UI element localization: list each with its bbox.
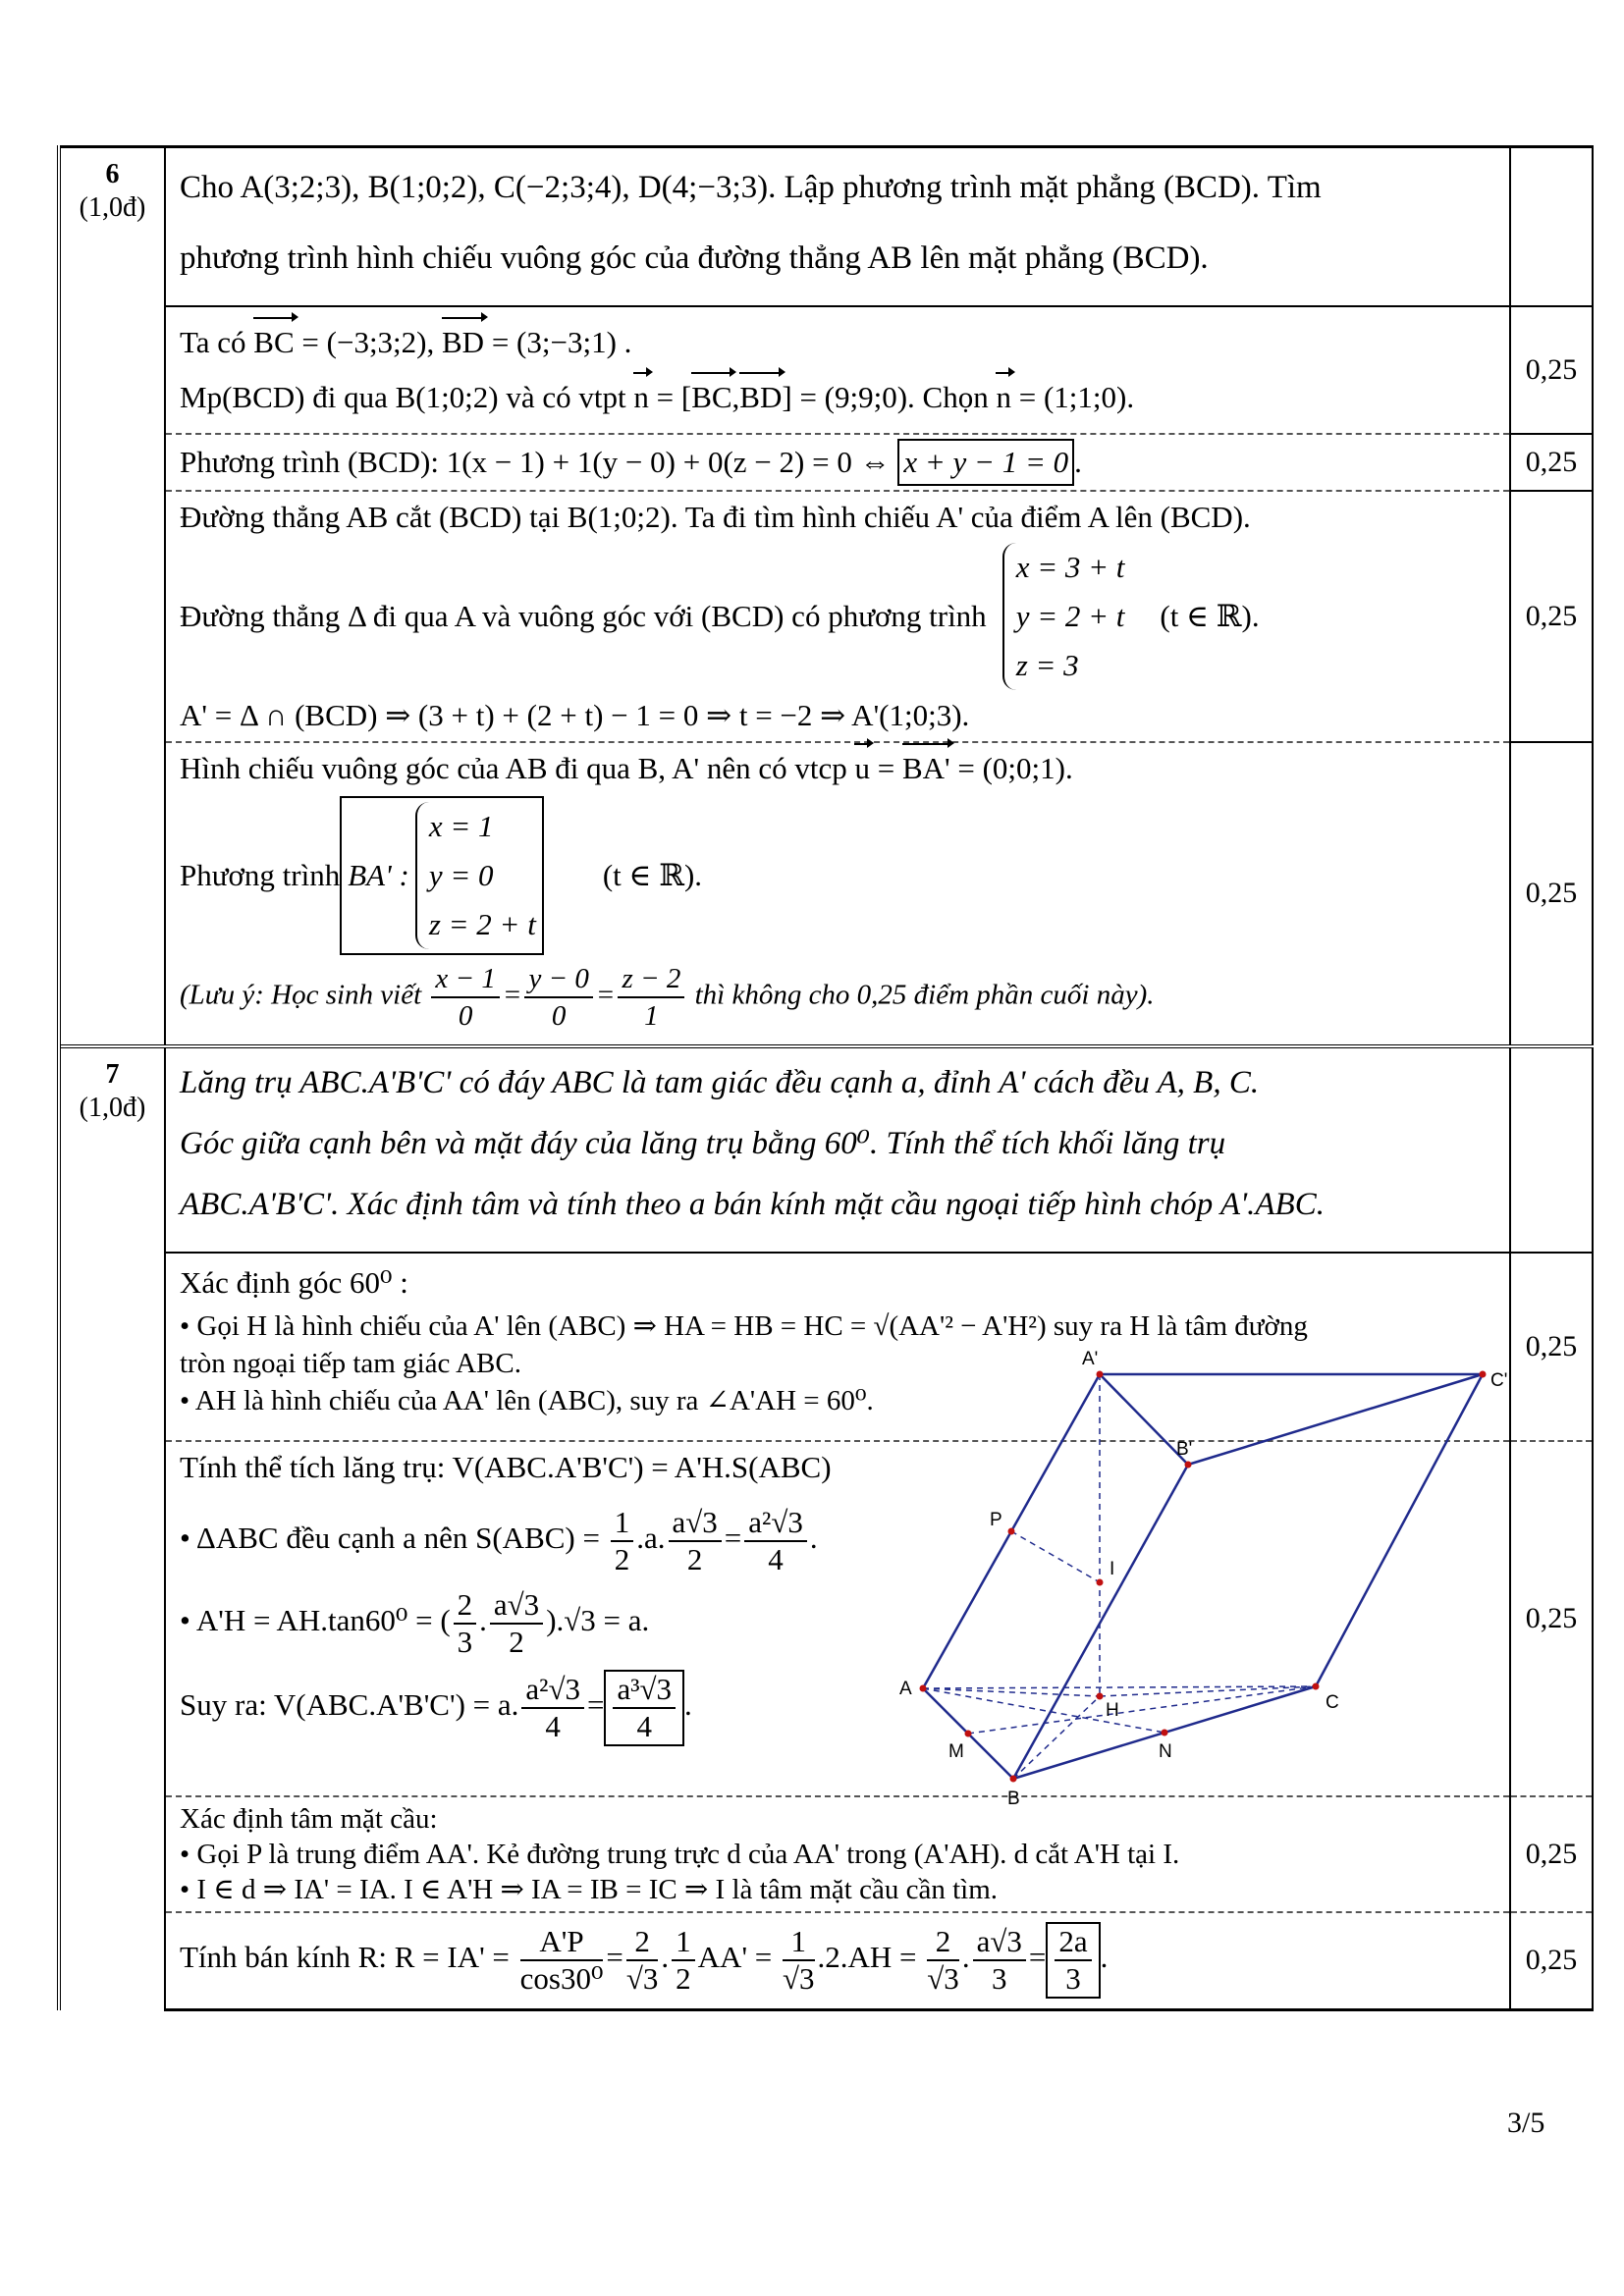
note-eq-2: =: [595, 979, 616, 1011]
delta-eq-y: y = 2 + t: [1015, 598, 1125, 633]
q6-step3-line2: [180, 543, 1495, 690]
edge-cc1: [1316, 1374, 1483, 1686]
q7-height-f1-den: 3: [457, 1624, 473, 1659]
projection-system: [415, 802, 536, 949]
q7-step2-score: 0,25: [1510, 1441, 1593, 1796]
note-frac-3: [618, 961, 684, 1034]
label-b: B: [1007, 1789, 1020, 1809]
q7-step3: [165, 1796, 1510, 1912]
point-b: [1010, 1776, 1017, 1783]
q6-step1-text-b: = (−3;3;2),: [294, 324, 442, 359]
q7-height-frac-2: [490, 1587, 543, 1660]
radius-f3-num: 1: [672, 1924, 695, 1961]
q7-height-text: • A'H = AH.tan60⁰ = (: [180, 1602, 451, 1637]
note-frac-1-den: 0: [458, 999, 473, 1032]
radius-f4-num: 1: [783, 1924, 815, 1961]
point-a: [920, 1685, 927, 1692]
point-a1: [1097, 1371, 1104, 1378]
line-pi: [1011, 1531, 1100, 1582]
q6-step3-text: Đường thẳng Δ đi qua A và vuông góc với (BCD) có phương trình: [180, 598, 987, 633]
q7-volume-f2-den: 4: [636, 1708, 652, 1743]
radius-f4-den: √3: [783, 1961, 815, 1997]
q6-step1-l2-c: ] = (9;9;0). Chọn: [782, 379, 997, 414]
radius-frac-5: [927, 1924, 959, 1997]
q7-area-eq: =: [724, 1520, 742, 1555]
q7-step4: Tính bán kính R: R = IA' = $\frac{A'P}{\text{cos30⁰}}$ = $\frac{2}{√3}$ . $\frac{1}{2}$ AA' = $\frac{1}{√3}$ .2.AH = $\frac{2}{√3}$ . $\frac{a√3}{3}$ = $\frac{2a}{3}$ .: [165, 1912, 1510, 2010]
label-p: P: [990, 1510, 1002, 1530]
proj-eq-y: y = 0: [428, 857, 494, 892]
radius-frac-4: [783, 1924, 815, 1997]
q6-points: (1,0đ): [79, 192, 146, 223]
q7-number: 7: [105, 1058, 120, 1090]
q7-points: (1,0đ): [79, 1092, 146, 1123]
label-h: H: [1106, 1700, 1119, 1721]
q7-area-f1-den: 2: [614, 1541, 630, 1576]
volume-result-box: [604, 1670, 684, 1746]
q7-step3-line1: Xác định tâm mặt cầu:: [180, 1802, 438, 1835]
radius-frac-7: [1055, 1924, 1091, 1997]
projection-line-name: BA' :: [348, 857, 409, 892]
point-n: [1162, 1730, 1168, 1736]
radius-f1-den: cos30⁰: [519, 1961, 604, 1997]
q7-area-f2-num: a√3: [669, 1505, 722, 1542]
point-i: [1097, 1579, 1104, 1586]
q7-step1-line3: tròn ngoại tiếp tam giác ABC.: [180, 1347, 521, 1379]
q7-volume-f1-num: a²√3: [521, 1672, 584, 1709]
q6-prompt-line1: Cho A(3;2;3), B(1;0;2), C(−2;3;4), D(4;−3;3). Lập phương trình mặt phẳng (BCD). Tìm: [180, 170, 1322, 205]
note-frac-3-num: z − 2: [618, 961, 684, 998]
q6-prompt: [165, 147, 1510, 306]
q6-step4-val: = (0;0;1).: [949, 750, 1073, 785]
q7-height-frac-1: [454, 1587, 477, 1660]
page-number: 3/5: [1507, 2107, 1545, 2139]
radius-mid-2: AA' =: [697, 1940, 781, 1975]
radius-dot: .: [661, 1940, 670, 1975]
q7-volume-f2-num: a³√3: [613, 1672, 676, 1709]
q7-step2-line1: Tính thể tích lăng trụ: V(ABC.A'B'C') = A'H.S(ABC): [180, 1449, 832, 1484]
radius-eq-1: =: [606, 1940, 623, 1975]
q7-prompt: [165, 1046, 1510, 1253]
q6-step4-score: 0,25: [1510, 742, 1593, 1046]
vector-bd: BD: [442, 321, 484, 364]
q7-area-frac-2: [669, 1505, 722, 1577]
vector-bd-2: BD: [739, 376, 782, 419]
radius-f2-den: √3: [625, 1961, 659, 1997]
q6-step4-eq-label: Phương trình: [180, 857, 341, 892]
vector-bc: BC: [253, 321, 294, 364]
radius-end: .: [1100, 1940, 1109, 1975]
proj-param: (t ∈ ℝ).: [602, 857, 703, 892]
q6-step4: [165, 742, 1510, 1046]
q7-area-f3-num: a²√3: [744, 1505, 807, 1542]
q7-step4-score: 0,25: [1510, 1912, 1593, 2010]
plane-equation-box: x + y − 1 = 0: [897, 439, 1074, 486]
radius-f5-den: √3: [927, 1961, 959, 1997]
note-text-a: (Lưu ý: Học sinh viết: [180, 979, 429, 1011]
q6-step4-line2: [180, 796, 1495, 955]
radius-frac-1: [520, 1924, 604, 1997]
line-ah: [923, 1688, 1100, 1696]
radius-frac-2: [626, 1924, 659, 1997]
edge-ac-hidden: [923, 1686, 1316, 1688]
label-n: N: [1159, 1741, 1172, 1762]
radius-result-box: [1046, 1922, 1100, 1999]
edge-b1c1: [1188, 1374, 1483, 1465]
q6-number-cell: [59, 147, 165, 1046]
q7-volume-frac-2: [613, 1672, 676, 1744]
radius-f1-num: A'P: [520, 1924, 604, 1961]
line-delta-system: [1002, 543, 1125, 690]
label-b1: B': [1176, 1439, 1193, 1460]
q7-area-frac-3: [744, 1505, 807, 1577]
q6-step4-line1: [180, 747, 1495, 790]
q7-area-f3-den: 4: [768, 1541, 784, 1576]
q7-step2-line3: • A'H = AH.tan60⁰ = ( $\frac{2}{3}$ . $\frac{a√3}{2}$ ).√3 = a.: [180, 1586, 650, 1659]
q6-step1-line1: [180, 321, 1495, 364]
q7-step3-score: 0,25: [1510, 1796, 1593, 1912]
radius-mid-3: .2.AH =: [817, 1940, 925, 1975]
vector-n: n: [633, 376, 649, 419]
note-text-b: thì không cho 0,25 điểm phần cuối này).: [694, 979, 1155, 1011]
line-mc: [968, 1686, 1316, 1734]
label-a1: A': [1082, 1349, 1099, 1369]
q6-step3-line1: Đường thẳng AB cắt (BCD) tại B(1;0;2). Ta đi tìm hình chiếu A' của điểm A lên (BCD).: [180, 499, 1251, 534]
label-m: M: [948, 1741, 964, 1762]
q6-step3: [165, 491, 1510, 742]
q6-prompt-line2: phương trình hình chiếu vuông góc của đường thẳng AB lên mặt phẳng (BCD).: [180, 240, 1209, 276]
radius-f7-num: 2a: [1055, 1924, 1091, 1961]
q7-volume-eq: =: [586, 1686, 605, 1722]
q7-step3-line3: • I ∈ d ⇒ IA' = IA. I ∈ A'H ⇒ IA = IB = IC ⇒ I là tâm mặt cầu cần tìm.: [180, 1873, 999, 1905]
radius-f2-num: 2: [626, 1924, 659, 1961]
q6-step1-text-c: = (3;−3;1) .: [484, 324, 632, 359]
q7-step1-line1: Xác định góc 60⁰ :: [180, 1264, 408, 1300]
q7-prompt-line1: Lăng trụ ABC.A'B'C' có đáy ABC là tam giác đều cạnh a, đỉnh A' cách đều A, B, C.: [180, 1064, 1260, 1100]
q7-step1-line2: • Gọi H là hình chiếu của A' lên (ABC) ⇒ HA = HB = HC = √(AA'² − A'H²) suy ra H là tâm đường: [180, 1309, 1308, 1342]
q6-step1-l2-d: = (1;1;0).: [1010, 379, 1135, 414]
q6-step4-text: Hình chiếu vuông góc của AB đi qua B, A' nên có vtcp: [180, 750, 855, 785]
point-c: [1313, 1683, 1320, 1690]
radius-frac-6: [973, 1924, 1026, 1997]
q6-step1-text: Ta có: [180, 324, 254, 359]
label-a: A: [899, 1679, 912, 1699]
projection-equation-box: [340, 796, 544, 955]
q6-step1: [165, 306, 1510, 434]
q7-volume-f1-den: 4: [545, 1708, 561, 1743]
q7-area-f2-den: 2: [686, 1541, 703, 1576]
note-frac-2-den: 0: [551, 999, 567, 1032]
label-c1: C': [1490, 1370, 1508, 1391]
delta-eq-z: z = 3: [1015, 647, 1079, 682]
q6-prompt-score-cell: [1510, 147, 1593, 306]
q6-step2: [165, 434, 1510, 491]
q6-step1-l2-text: Mp(BCD) đi qua B(1;0;2) và có vtpt: [180, 379, 634, 414]
q6-note: [180, 961, 1495, 1034]
note-frac-3-den: 1: [644, 999, 659, 1032]
radius-f3-den: 2: [676, 1961, 691, 1997]
note-frac-2: [524, 961, 592, 1034]
q6-step4-eq: =: [869, 750, 902, 785]
q6-step1-l2-comma: ,: [731, 379, 740, 414]
radius-f6-den: 3: [991, 1961, 1007, 1997]
q7-area-frac-1: [611, 1505, 634, 1577]
q7-number-cell: [59, 1046, 165, 2010]
q7-height-text-b: ).√3 = a.: [546, 1602, 650, 1637]
q7-area-mid: .a.: [636, 1520, 666, 1555]
q6-number: 6: [105, 159, 120, 189]
q6-step3-score: 0,25: [1510, 491, 1593, 742]
q6-step1-score: 0,25: [1510, 306, 1593, 434]
q6-step1-line2: [180, 376, 1495, 419]
q7-prompt-line3: ABC.A'B'C'. Xác định tâm và tính theo a bán kính mặt cầu ngoại tiếp hình chóp A'.ABC.: [180, 1186, 1325, 1222]
q7-area-dot: .: [809, 1520, 818, 1555]
point-h: [1097, 1693, 1104, 1700]
q6-step3-line3: A' = Δ ∩ (BCD) ⇒ (3 + t) + (2 + t) − 1 = 0 ⇒ t = −2 ⇒ A'(1;0;3).: [180, 697, 970, 732]
proj-eq-z: z = 2 + t: [428, 906, 536, 941]
q7-height-f2-num: a√3: [490, 1587, 543, 1625]
radius-text: Tính bán kính R: R = IA' =: [180, 1940, 517, 1975]
q7-area-text: • ΔABC đều cạnh a nên S(ABC) =: [180, 1520, 608, 1555]
point-c1: [1480, 1371, 1487, 1378]
q6-step2-score: 0,25: [1510, 434, 1593, 491]
edge-a1b1: [1100, 1374, 1188, 1465]
point-m: [965, 1731, 972, 1737]
q6-step2-text: Phương trình (BCD): 1(x − 1) + 1(y − 0) + 0(z − 2) = 0 ⇔: [180, 444, 898, 479]
q6-step1-l2-b: = [: [648, 379, 692, 414]
q7-height-f2-den: 2: [509, 1624, 524, 1659]
radius-f7-den: 3: [1065, 1961, 1081, 1997]
q7-height-f1-num: 2: [454, 1587, 477, 1625]
q7-volume-dot: .: [684, 1686, 692, 1722]
q7-volume-text: Suy ra: V(ABC.A'B'C') = a.: [180, 1686, 519, 1722]
radius-eq-2: =: [1028, 1940, 1047, 1975]
q7-volume-frac-1: [521, 1672, 584, 1744]
vector-bc-2: BC: [691, 376, 731, 419]
delta-param: (t ∈ ℝ).: [1160, 598, 1260, 633]
delta-eq-x: x = 3 + t: [1015, 549, 1125, 584]
q7-area-f1-num: 1: [611, 1505, 634, 1542]
label-c: C: [1326, 1692, 1339, 1713]
q7-prompt-line2: Góc giữa cạnh bên và mặt đáy của lăng trụ bằng 60⁰. Tính thể tích khối lăng trụ: [180, 1125, 1226, 1161]
point-p: [1008, 1528, 1015, 1535]
radius-f5-num: 2: [927, 1924, 959, 1961]
note-frac-1-num: x − 1: [431, 961, 499, 998]
vector-u: u: [854, 747, 870, 790]
radius-f6-num: a√3: [973, 1924, 1026, 1961]
vector-ba1: BA': [902, 747, 950, 790]
q6-step2-end: .: [1074, 444, 1082, 479]
radius-frac-3: [672, 1924, 695, 1997]
q7-step1-score: 0,25: [1510, 1253, 1593, 1441]
q7-step1-line4: • AH là hình chiếu của AA' lên (ABC), suy ra ∠A'AH = 60⁰.: [180, 1384, 874, 1416]
q7-prompt-score-cell: [1510, 1046, 1593, 1253]
vector-n-2: n: [996, 376, 1011, 419]
prism-figure: [864, 1325, 1512, 1809]
q7-step3-line2: • Gọi P là trung điểm AA'. Kẻ đường trung trực d của AA' trong (A'AH). d cắt A'H tại I.: [180, 1838, 1180, 1870]
note-frac-2-num: y − 0: [524, 961, 592, 998]
point-b1: [1185, 1462, 1192, 1468]
proj-eq-x: x = 1: [428, 808, 494, 843]
note-eq-1: =: [502, 979, 522, 1011]
label-i: I: [1110, 1559, 1115, 1579]
note-frac-1: [431, 961, 499, 1034]
